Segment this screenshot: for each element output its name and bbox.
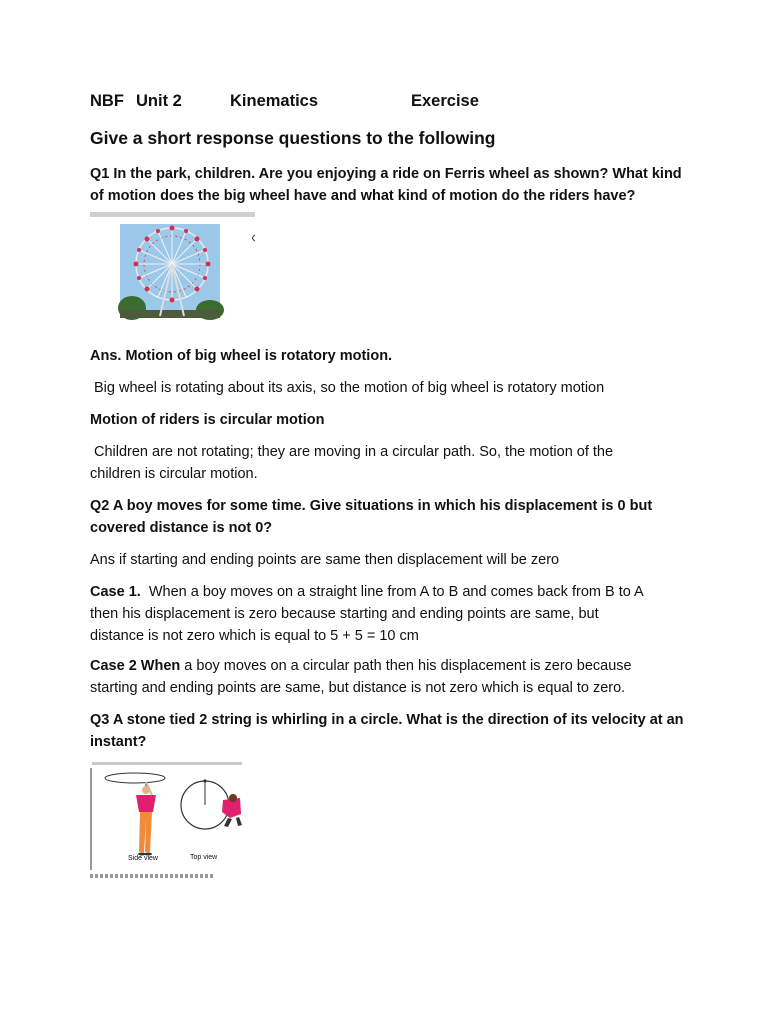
case1-label: Case 1. <box>90 584 141 600</box>
document-header <box>90 92 690 116</box>
q3-question-line1: Q3 A stone tied 2 string is whirling in a circle. What is the direction of its velocity at an <box>90 712 684 728</box>
top-view-label: Top view <box>190 854 218 861</box>
q1-riders-line2: children is circular motion. <box>90 466 258 482</box>
q1-question-line2: of motion does the big wheel have and what kind of motion do the riders have? <box>90 188 636 204</box>
page-subtitle: Give a short response questions to the following <box>90 128 496 148</box>
case1-text: When a boy moves on a straight line from A to B and comes back from B to A <box>148 584 644 600</box>
course-code: NBF <box>90 92 124 110</box>
q2-case1-line3: distance is not zero which is equal to 5 + 5 = 10 cm <box>90 628 419 644</box>
ferris-wheel-icon <box>90 212 255 332</box>
case2-label: Case 2 When <box>90 658 181 674</box>
q1-answer-text: Big wheel is rotating about its axis, so the motion of big wheel is rotatory motion <box>94 380 605 396</box>
q1-riders-line1: Children are not rotating; they are moving in a circular path. So, the motion of the <box>94 444 614 460</box>
q1-question-line1: Q1 In the park, children. Are you enjoying a ride on Ferris wheel as shown? What kind <box>90 166 682 182</box>
q2-question-line1: Q2 A boy moves for some time. Give situations in which his displacement is 0 but <box>90 498 653 514</box>
side-view-label: Side view <box>128 855 158 862</box>
q1-answer-heading: Ans. Motion of big wheel is rotatory motion. <box>90 348 393 364</box>
figure-caption-strip <box>90 874 215 878</box>
case2-text: a boy moves on a circular path then his displacement is zero because <box>184 658 632 674</box>
ferris-wheel-photo <box>90 212 255 332</box>
whirling-stone-figure <box>90 760 285 878</box>
section-label: Exercise <box>411 92 479 110</box>
q2-case2-line1 <box>90 655 690 677</box>
q2-question-line2: covered distance is not 0? <box>90 520 273 536</box>
whirling-stone-icon <box>90 760 285 878</box>
topic-label: Kinematics <box>230 92 319 110</box>
q2-case1-line1 <box>90 581 690 603</box>
q1-riders-heading: Motion of riders is circular motion <box>90 412 325 428</box>
unit-label: Unit 2 <box>136 92 182 110</box>
q2-case1-line2: then his displacement is zero because starting and ending points are same, but <box>90 606 599 622</box>
q2-answer-intro: Ans if starting and ending points are same then displacement will be zero <box>90 552 560 568</box>
q2-case2-line2: starting and ending points are same, but distance is not zero which is equal to zero. <box>90 680 626 696</box>
q3-question-line2: instant? <box>90 734 147 750</box>
